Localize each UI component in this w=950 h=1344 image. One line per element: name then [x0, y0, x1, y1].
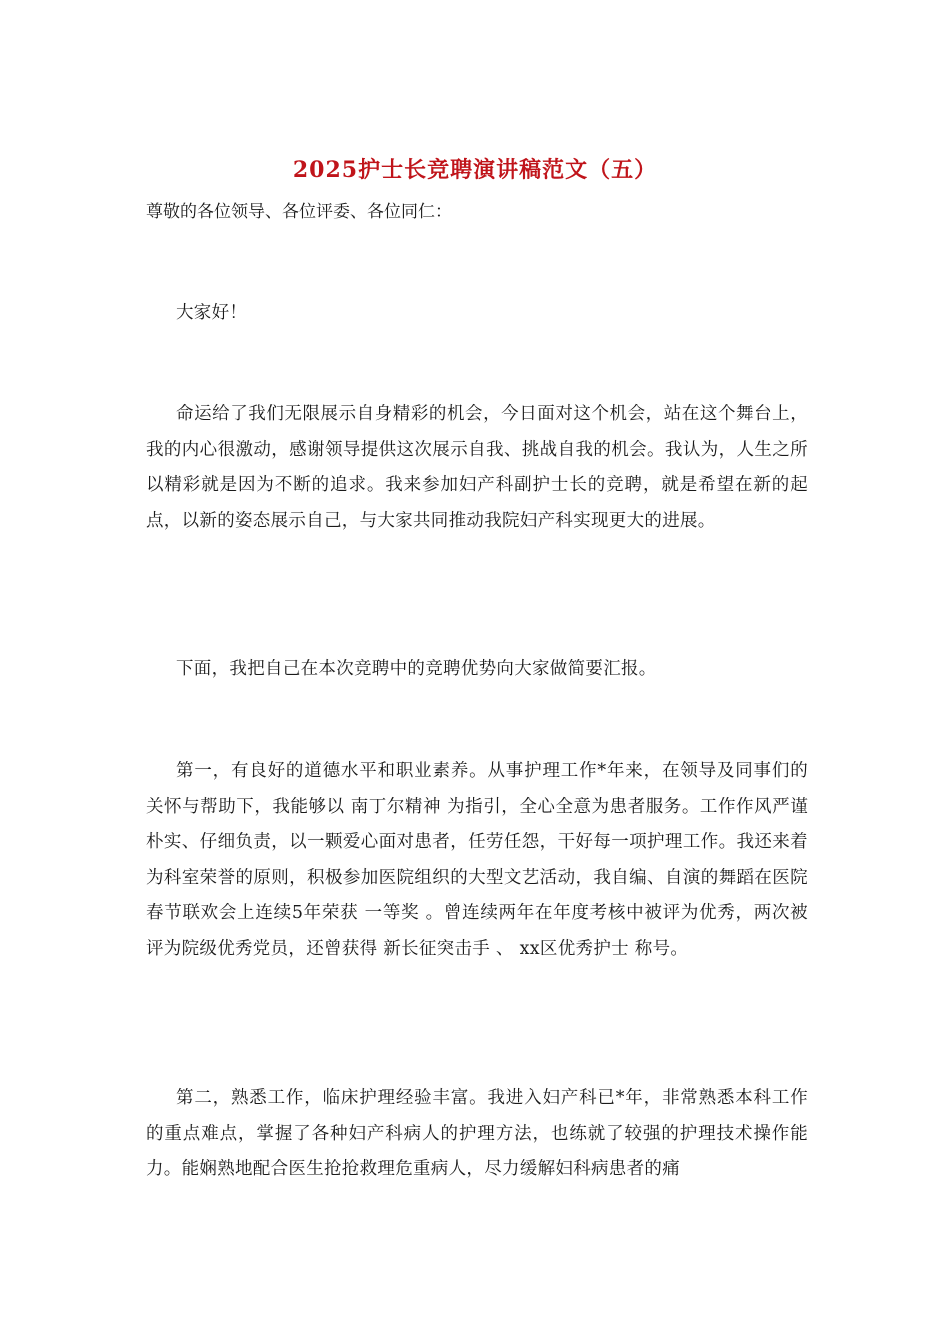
- paragraph-second-advantage: 第二，熟悉工作，临床护理经验丰富。我进入妇产科已*年，非常熟悉本科工作的重点难点，掌握了各种妇产科病人的护理方法，也练就了较强的护理技术操作能力。能娴熟地配合医生抢抢救理危重病人，尽力缓解妇科病患者的痛: [146, 1088, 808, 1179]
- paragraph-transition: 下面，我把自己在本次竞聘中的竞聘优势向大家做简要汇报。: [176, 659, 657, 679]
- salutation: 尊敬的各位领导、各位评委、各位同仁：: [146, 202, 452, 222]
- paragraph-greeting: 大家好！: [176, 303, 248, 323]
- paragraph-first-advantage: 第一，有良好的道德水平和职业素养。从事护理工作*年来，在领导及同事们的关怀与帮助下，我能够以 南丁尔精神 为指引，全心全意为患者服务。工作作风严谨朴实、仔细负责，以一颗爱心面对患者，任劳任怨，干好每一项护理工作。我还来着为科室荣誉的原则，积极参加医院组织的大型文艺活动，我自编、自演的舞蹈在医院春节联欢会上连续5年荣获 一等奖 。曾连续两年在年度考核中被评为优秀，两次被评为院级优秀党员，还曾获得 新长征突击手 、 xx区优秀护士 称号。: [146, 761, 808, 959]
- document-title: 2025护士长竞聘演讲稿范文（五）: [292, 157, 658, 183]
- paragraph-opening: 命运给了我们无限展示自身精彩的机会，今日面对这个机会，站在这个舞台上，我的内心很激动，感谢领导提供这次展示自我、挑战自我的机会。我认为，人生之所以精彩就是因为不断的追求。我来参加妇产科副护士长的竞聘，就是希望在新的起点，以新的姿态展示自己，与大家共同推动我院妇产科实现更大的进展。: [146, 404, 808, 531]
